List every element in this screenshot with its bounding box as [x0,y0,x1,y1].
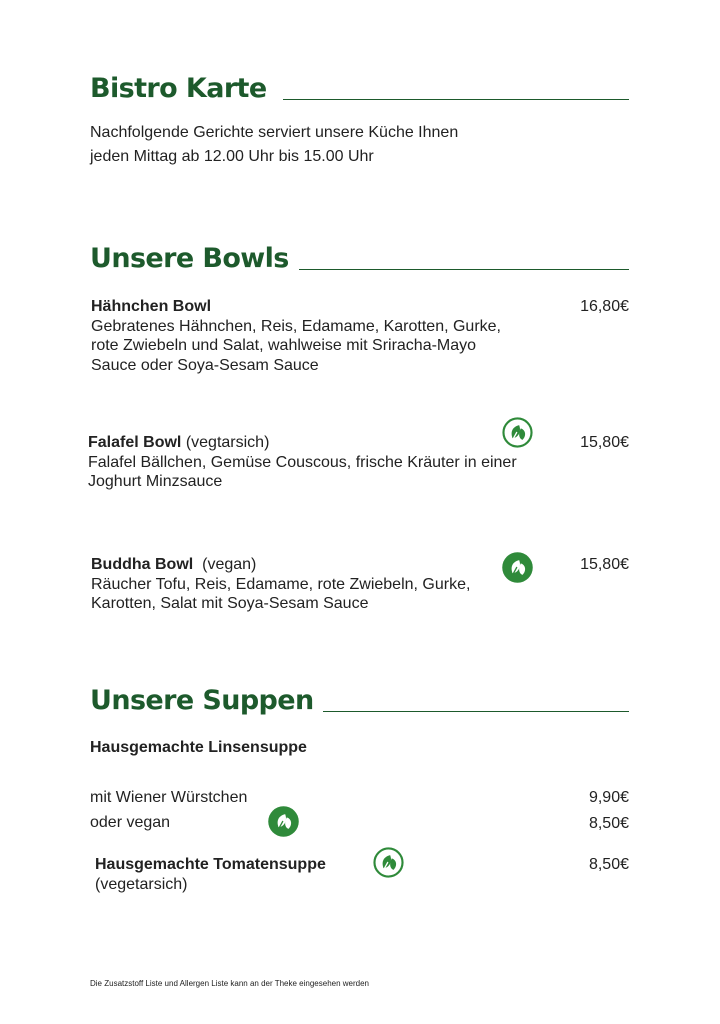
bowl-item-falafel [88,433,517,492]
bowl-desc-line: Sauce oder Soya-Sesam Sauce [91,356,319,374]
footer-note: Die Zusatzstoff Liste und Allergen Liste kann an der Theke eingesehen werden [90,979,369,988]
bowl-price: 16,80€ [580,298,629,315]
title-rule [283,99,629,100]
bowl-desc-line: Gebratenes Hähnchen, Reis, Edamame, Karotten, Gurke, [91,317,501,335]
bowl-item-chicken [91,297,501,375]
soup-name-tomato: Hausgemachte Tomatensuppe [95,856,326,873]
bowl-price: 15,80€ [580,556,629,573]
bowl-desc-line: Räucher Tofu, Reis, Edamame, rote Zwiebeln, Gurke, [91,575,471,593]
vegan-leaf-icon [267,805,300,838]
bowl-desc-line: Falafel Bällchen, Gemüse Couscous, frische Kräuter in einer [88,453,517,471]
bowl-desc-line: Karotten, Salat mit Soya-Sesam Sauce [91,595,369,612]
soups-heading: Unsere Suppen [90,685,314,716]
bowls-heading: Unsere Bowls [90,243,289,274]
vegan-leaf-icon [501,551,534,584]
bowl-desc-line: rote Zwiebeln und Salat, wahlweise mit Sriracha-Mayo [91,337,477,354]
bowl-name: Falafel Bowl [88,434,182,451]
soup-tag: (vegetarsich) [95,875,188,893]
soups-rule [323,711,629,712]
bowl-name: Hähnchen Bowl [91,298,212,315]
soup-name-lentil: Hausgemachte Linsensuppe [90,739,307,756]
bowl-name: Buddha Bowl [91,556,194,573]
bowl-tag: (vegan) [202,556,257,573]
bowl-tag: (vegtarsich) [185,434,270,451]
soup-option: oder vegan [90,814,171,831]
page-title: Bistro Karte [90,73,267,104]
bowl-desc-line: Joghurt Minzsauce [88,473,223,490]
intro-line-2: jeden Mittag ab 12.00 Uhr bis 15.00 Uhr [90,148,374,165]
bowl-item-buddha [91,555,470,614]
bowls-rule [299,269,629,270]
soup-price: 8,50€ [588,856,629,873]
vegetarian-leaf-icon [372,846,405,879]
vegetarian-leaf-icon [501,416,534,449]
intro-line-1: Nachfolgende Gerichte serviert unsere Küche Ihnen [90,124,459,141]
bowl-price: 15,80€ [580,434,629,451]
soup-item-tomato [95,855,326,894]
soup-option: mit Wiener Würstchen [90,789,248,806]
soup-option-price: 9,90€ [588,789,629,806]
soup-option-price: 8,50€ [588,815,629,832]
